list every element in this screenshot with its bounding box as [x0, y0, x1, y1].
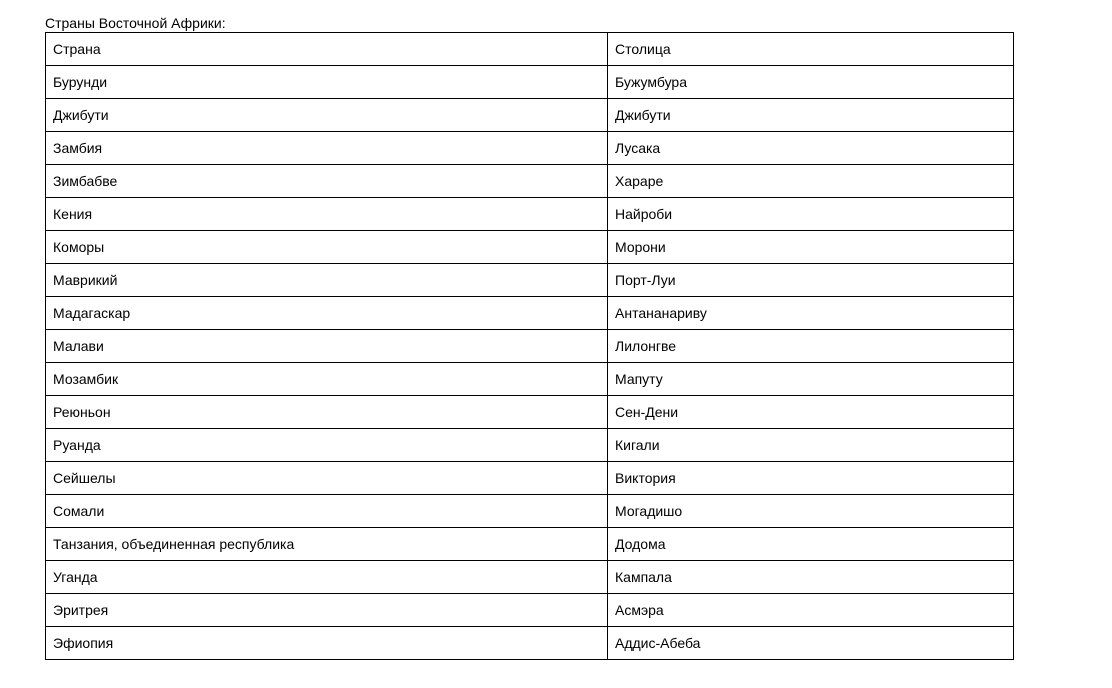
table-row [46, 132, 1014, 165]
table-row [46, 627, 1014, 660]
capital-cell: Лилонгве [608, 330, 1014, 363]
table-row [46, 66, 1014, 99]
country-cell: Реюньон [46, 396, 608, 429]
country-cell: Сейшелы [46, 462, 608, 495]
table-row [46, 363, 1014, 396]
capital-cell: Аддис-Абеба [608, 627, 1014, 660]
country-cell: Кения [46, 198, 608, 231]
table-row [46, 198, 1014, 231]
country-cell: Танзания, объединенная республика [46, 528, 608, 561]
table-row [46, 297, 1014, 330]
capital-cell: Мапуту [608, 363, 1014, 396]
country-cell: Сомали [46, 495, 608, 528]
table-row [46, 495, 1014, 528]
table-row [46, 99, 1014, 132]
table-body [46, 33, 1014, 660]
country-cell: Эритрея [46, 594, 608, 627]
capital-cell: Кигали [608, 429, 1014, 462]
country-cell: Коморы [46, 231, 608, 264]
capital-cell: Сен-Дени [608, 396, 1014, 429]
table-row [46, 462, 1014, 495]
table-row [46, 330, 1014, 363]
country-cell: Мозамбик [46, 363, 608, 396]
country-cell: Бурунди [46, 66, 608, 99]
capital-cell: Бужумбура [608, 66, 1014, 99]
capital-cell: Виктория [608, 462, 1014, 495]
table-row [46, 594, 1014, 627]
table-caption: Страны Восточной Африки: [45, 15, 226, 31]
capital-cell: Лусака [608, 132, 1014, 165]
capital-cell: Джибути [608, 99, 1014, 132]
country-cell: Маврикий [46, 264, 608, 297]
table-row [46, 429, 1014, 462]
capital-cell: Порт-Луи [608, 264, 1014, 297]
capital-cell: Хараре [608, 165, 1014, 198]
header-cell-capital: Столица [608, 33, 1014, 66]
table-row [46, 231, 1014, 264]
capital-cell: Асмэра [608, 594, 1014, 627]
capital-cell: Кампала [608, 561, 1014, 594]
table-row [46, 264, 1014, 297]
capital-cell: Найроби [608, 198, 1014, 231]
country-cell: Замбия [46, 132, 608, 165]
country-cell: Зимбабве [46, 165, 608, 198]
capital-cell: Могадишо [608, 495, 1014, 528]
countries-table [45, 32, 1014, 660]
table-row [46, 561, 1014, 594]
country-cell: Джибути [46, 99, 608, 132]
header-cell-country: Страна [46, 33, 608, 66]
country-cell: Уганда [46, 561, 608, 594]
table-row [46, 396, 1014, 429]
table-row [46, 528, 1014, 561]
country-cell: Руанда [46, 429, 608, 462]
country-cell: Мадагаскар [46, 297, 608, 330]
capital-cell: Додома [608, 528, 1014, 561]
table-row [46, 165, 1014, 198]
country-cell: Эфиопия [46, 627, 608, 660]
capital-cell: Морони [608, 231, 1014, 264]
table-header-row [46, 33, 1014, 66]
country-cell: Малави [46, 330, 608, 363]
capital-cell: Антананариву [608, 297, 1014, 330]
